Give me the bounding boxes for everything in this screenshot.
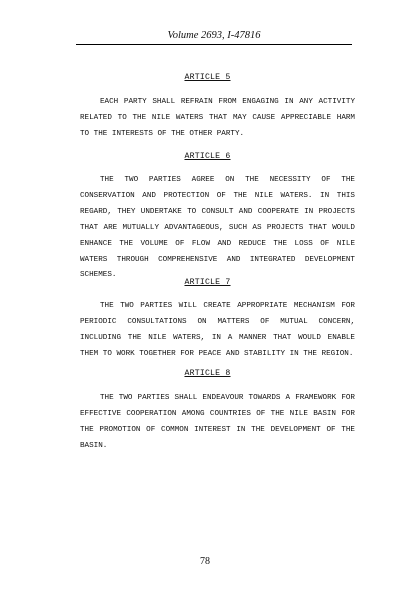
article-8-paragraph: THE TWO PARTIES SHALL ENDEAVOUR TOWARDS A FRAMEWORK FOR EFFECTIVE COOPERATION AMONG COUNTRIES OF THE NILE BASIN FOR THE PROMOTION OF COMMON INTEREST IN THE DEVELOPMENT OF THE BASIN.	[80, 394, 355, 450]
article-5-text	[80, 95, 355, 143]
article-7-title: ARTICLE 7	[184, 278, 231, 287]
article-7-paragraph: THE TWO PARTIES WILL CREATE APPROPRIATE MECHANISM FOR PERIODIC CONSULTATIONS ON MATTERS OF MUTUAL CONCERN, INCLUDING THE NILE WATERS, IN A MANNER THAT WOULD ENABLE THEM TO WORK TOGETHER FOR PEACE AND STABILITY IN THE REGION.	[80, 302, 355, 358]
article-6-paragraph: THE TWO PARTIES AGREE ON THE NECESSITY OF THE CONSERVATION AND PROTECTION OF THE NILE WATERS. IN THIS REGARD, THEY UNDERTAKE TO CONSULT AND COOPERATE IN PROJECTS THAT ARE MUTUALLY ADVANTAGEOUS, SUCH AS PROJECTS THAT WOULD ENHANCE THE VOLUME OF FLOW AND REDUCE THE LOSS OF NILE WATERS THROUGH COMPREHENSIVE AND INTEGRATED DEVELOPMENT SCHEMES.	[80, 176, 355, 280]
article-6-title: ARTICLE 6	[184, 152, 231, 161]
article-5-paragraph: EACH PARTY SHALL REFRAIN FROM ENGAGING IN ANY ACTIVITY RELATED TO THE NILE WATERS THAT MAY CAUSE APPRECIABLE HARM TO THE INTERESTS OF THE OTHER PARTY.	[80, 98, 355, 138]
volume-header: Volume 2693, I-47816	[76, 30, 352, 45]
article-7-text	[80, 299, 355, 363]
article-8-title: ARTICLE 8	[184, 369, 231, 378]
article-5-title: ARTICLE 5	[184, 73, 231, 82]
article-8-text	[80, 391, 355, 455]
page-number: 78	[200, 556, 210, 567]
article-6-text	[80, 173, 355, 284]
